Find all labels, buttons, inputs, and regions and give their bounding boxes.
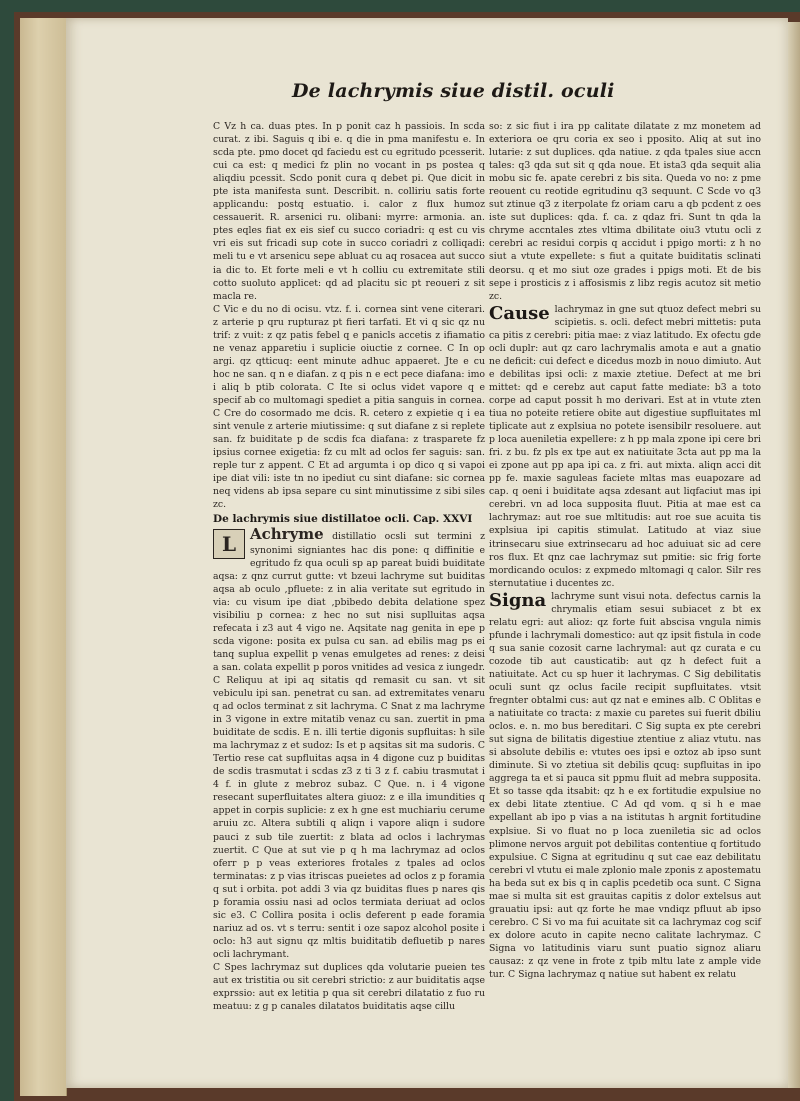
running-head: De lachrymis siue distil. oculi [292, 80, 615, 102]
lemma-word: Achryme [250, 525, 324, 544]
commentary-paragraph: lachryme sunt visui nota. defectus carnis la chrymalis etiam sesui subiacet z bt ex relatu egri: aut alioz: qz forte fuit abscisa vngula nimis pfunde i lachrymali domestico: aut qz ipsit fistula in code q sua sanie cozosit carne lachrymal: aut qz curata e cu cozode tib aut causticatib: aut qz h defect fuit a natiuitate. Act cu sp huer it lachrymas. C Sig debilitatis oculi sunt qz oclus facile recipit supfluitates. vtsit fregnter obtalmi cus: aut qz nat e emines alb. C Oblitas e a natiuitate co tracta: z maxie cu paretes sui fuerit dbiliu oclos. e. n. mo bus bereditari. C Sig supta ex pte cerebri sut signa de bilitatis digestiue ztentiue z aliaz vtutu. nas si absolute debilis e: vtutes oes ipsi e oztoz ab ipso sunt diminute. Si vo ztetiua sit debilis qcuq: supfluitas in ipo aggrega ta et si pauca sit ppmu fluit ad mebra supposita. Et so tasse qda itsabit: qz h e ex fortitudie expulsiue no ex debi litate ztentiue. C Ad qd vom. q si h e mae expellant ab ipo p vias a na istitutas h argnit fortitudine explsiue. Si vo fluat no p loca zueniletia sic ad oclos plimone nervos arguit pot debilitas contentiue q fortitudo expulsiue. C Signa at egritudinu q sut cae eaz debilitatu cerebri vl vtutu ei male zplonio male zponis z apostematu ha beda sut ex bis q in caplis pcedetib oca sunt. C Signa mae si multa sit est grauitas capitis z dolor extelsus aut grauatiu ipsi: aut qz forte he mae vndiqz pfluut ab ipso cerebro. C Si vo ma fui acuitate sit ca lachrymaz cog scif ex dolore acuto in capite necno calitate lachrymaz. C Signa vo latitudinis viaru sunt puatio signoz aliaru causaz: z qz vene in frote z tpib mltu late z ample vide tur. C Signa lachrymaz q natiue sut habent ex relatu [489, 590, 761, 981]
commentary-paragraph: so: z sic fiut i ira pp calitate dilatate z mz monetem ad exteriora oe qru coria ex seo i pposito. Aliq at sut ino lutarie: z sut duplices. qda natiue. z qda tpales siue accn tales: q3 qda sut sit q qda noue. Et ista3 qda sequit alia mobu sic fe. apate cerebri z bis sita. Queda vo no: z pme reouent cu reotide egritudinu q3 sequunt. C Scde vo q3 sut ztinue q3 z iterpolate fz oriam caru a qb pcdent z oes iste sut duplices: qda. f. ca. z qdaz fri. Sunt tn qda la chryme accntales ztes vltima dbilitate oiu3 vtutu ocli z cerebri ac residui corpis q accidut i ppigo morti: z h no siut a vtute expellete: s fiut a quitate buiditatis sclinati deorsu. q et mo siut oze grades i ppigs moti. Et de bis sepe i prosticis z i affosismis z libz regis acutoz sit metio zc. [489, 121, 761, 302]
commentary-paragraph: lachrymaz in gne sut qtuoz defect mebri su scipietis. s. ocli. defect mebri mittetis: puta ca pitis z cerebri: pitia mae: z viaz latitudo. Ex ofectu gde ocli duplr: aut qz caro lachrymalis amota e aut a gnatio ne deficit: cui defect e dicedus mozb in nouo dimiuto. Aut e debilitas ipsi ocli: z maxie ztetiue. Defect at me bri mittet: qd e cerebz aut caput fatte mediate: b3 a toto corpe ad caput possit h mo derivari. Est at in vtute zten tiua no poteite retiere obite aut digestiue supfluitates ml tiplicate aut z explsiua no potete isensibilr resoluere. aut p loca aueniletia expellere: z h pp mala zpone ipi cere bri fri. z bu. fz pls ex tpe aut ex natiuitate 3cta aut pp ma la ei zpone aut pp apa ipi ca. z fri. aut mixta. aliqn acci dit pp fe. maxie saguleas faciete mltas mas euapozare ad cap. q oeni i buiditate aqsa zdesant aut liqfaciut mas ipi cerebri. vn ad loca supposita fluut. Pitia at mae est ca lachrymaz: aut roe sue mltitudis: aut roe sue acuita tis explsiua ipi capitis stimulat. Latitudo at viaz siue itrinsecaru siue extrinsecaru ad hoc aduiuat sic ad cere ros flux. Et qnz cae lachrymaz sut pmitie: sic frig forte mordicando oculos: z expmedo mltomagi q calor. Silr res sternutatiue i ducentes zc. [489, 303, 761, 589]
commentary-paragraph: C Vic e du no di ocisu. vtz. f. i. cornea sint vene citerari. z arterie p qru rupturaz pt fieri tarfati. Et vi q sic qz nu trif: z vuit: z qz patis febel q e panicls accetis z ifiamatio ne venaz apparetiu i suplicie oiuctie z cornee. C In op argi. qz qtticuq: eent minute adhuc appaeret. Jte e cu hoc ne san. q n e diafan. z q pis n e ect pece diafana: imo i aliq b ptib colorata. C Ite si oclus videt vapore q e specif ab co multomagi spediet a pitia sanguis in cornea. C Cre do cosormado me dcis. R. cetero z expietie q i ea sint venule z arterie miutissime: q sut diafane z si replete san. fz buiditate p de scdis fca diafana: z trasparete fz ipsius cornee exigetia: fz cu mlt ad oclos fer saguis: san. reple tur z appent. C Et ad argumta i op dico q si vapoi ipe diat vili: iste tn no ipediut cu sint diafane: sic cornea neq videns ab ipsa separe cu sint minutissime z sibi siles zc. [213, 303, 485, 511]
section-signs [489, 590, 761, 981]
left-column [213, 120, 485, 1013]
section-heading-causes: Cause [489, 302, 550, 324]
commentary-paragraph: C Vz h ca. duas ptes. In p ponit caz h passiois. In scda curat. z ibi. Saguis q ibi e. q die in pma manifestu e. In scda pte. pmo docet qd faciedu est cu egritudo pcesserit. cui ca est: q medici fz plin no vocant in ps postea q aliqdiu pcessit. Scdo ponit cura q debet pi. Que dicit in pte ista manifesta sunt. Describit. n. colliriu satis forte applicandu: postq estuatio. i. calor z flux humoz cessauerit. R. arsenici ru. olibani: myrre: armonia. an. ptes eqles fiat ex eis sief cu succo coriadri: q est cu vis vri eis sut fricadi sup cote in succo coriadri z colliqadi: meli tu e vt arsenicu sepe abluat cu aq rosacea aut succo ia dic to. Et forte meli e vt h colliu cu extremitate stili cotto suoluto applicet: qd ad placitu sic pt reoueri z sit macla re. [213, 121, 485, 302]
chapter-opening [213, 525, 485, 961]
decorated-initial [213, 529, 245, 559]
chapter-heading: De lachrymis siue distillatoe ocli. Cap. XXVI [213, 513, 473, 526]
section-heading-signs: Signa [489, 589, 547, 611]
chapter-text: distillatio ocsli sut termini z synonimi signiantes hac dis pone: q diffinitie e egritudo fz qua oculi sp ap pareat buidi buiditate aqsa: z qnz currut gutte: vt bzeui lachryme sut buiditas aqsa ab oculo ,pfluete: z in alia veritate sut egritudo in via: cu visum ipe diat ,pbibedo debita delatione spez visibiliu p cornea: z hec no sut nisi suplluitas aqsa refecata i z3 aut 4 vigo ne. Aqsitate nag genita in epe p scda vigone: posita ex pulsa cu san. ad ebilis mag ps ei tanq suplua expellit p venas emulgetes ad renes: z deisi a san. colata expellit p poros vnitides ad vesica z iungedr. C Reliquu at ipi aq sitatis qd remasit cu san. vt sit vebiculu ipi san. penetrat cu san. ad extremitates venaru q ad oclos terminat z sit lachryma. C Snat z ma lachryme in 3 vigone in extre mitatib venaz cu san. zuertit in pma buiditate de scdis. E n. illi tertie digonis supfluitas: h sile ma lachrymaz z et sudoz: Is et p aqsitas sit ma sudoris. C Tertio rese cat supfluitas aqsa in 4 digone cuz p buiditas de scdis trasmutat i scdas z3 z ti 3 z f. cabiu trasmutat i 4 f. in glute z mebroz subaz. C Que. n. i 4 vigone resecant superfluitates altera giuoz: z e illa imundities q appet in corpis suplicie: z ex h gne est muchiariu cerume aruiu zc. Altera subtili q aliqn i vapore aliqn i sudore pauci z sub tile zuertit: z blata ad oclos i lachrymas zuertit. C Que at sut vie p q h ma lachrymaz ad oclos oferr p p veas exteriores frotales z tpales ad oclos terminatas: z p vias itriscas pueietes ad oclos z p foramia q sut i orbita. pot addi 3 via qz buiditas flues p nares qis p foramia ossiu nasi ad oclos termiata deriuat ad oclos sic e3. C Collira posita i oclis deferent p eade foramia nariuz ad os. vt s terru: sentit i oze sapoz alcohol posite i oclo: h3 aut signu qz mltis buiditatib defluetib p nares ocli lachrymant. [213, 531, 485, 960]
section-causes [489, 303, 761, 590]
commentary-paragraph: C Spes lachrymaz sut duplices qda volutarie pueien tes aut ex tristitia ou sit cerebri strictio: z aur buiditatis aqse exprssio: aut ex letitia p qua sit cerebri dilatatio z fuo ru meatuu: z g p canales dilatatos buiditatis aqse cillu [213, 962, 485, 1013]
page-stack-edge [20, 18, 67, 1096]
right-column [489, 120, 761, 981]
facing-page-edge [788, 22, 800, 1088]
initial-letter: L [221, 532, 237, 557]
